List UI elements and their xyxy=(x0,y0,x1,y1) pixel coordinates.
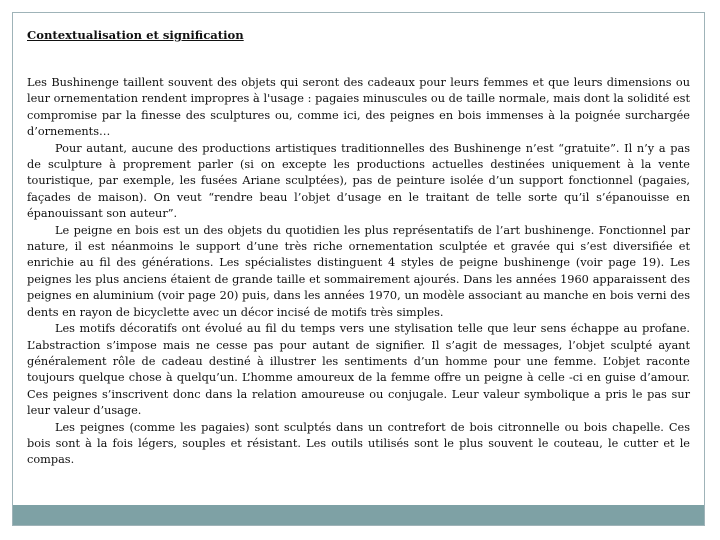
paragraph-intro: Les Bushinenge taillent souvent des objets qui seront des cadeaux pour leurs femmes et que leurs dimensions ou leur ornementation rendent impropres à l'usage : pagaies minuscules ou de taille normale, mais dont la solidité est compromise par la finesse des sculptures ou, comme ici, des peignes en bois immenses à la poignée surchargée d’ornements… xyxy=(27,76,690,139)
paragraph-gratuite: Pour autant, aucune des productions artistiques traditionnelles des Bushinenge n’est “gratuite”. Il n’y a pas de sculpture à proprement parler (si on excepte les productions actuelles destinées uniquement à la vente touristique, par exemple, les fusées Ariane sculptées), pas de peinture isolée d’un support fonctionnel (pagaies, façades de maison). On veut “rendre beau l’objet d’usage en le traitant de telle sorte qu’il s’épanouisse en épanouissant son auteur”. xyxy=(27,141,690,221)
paragraph-motifs: Les motifs décoratifs ont évolué au fil du temps vers une stylisation telle que leur sens échappe au profane. L’abstraction s’impose mais ne cesse pas pour autant de signifier. Il s’agit de messages, l’objet sculpté ayant généralement rôle de cadeau destiné à illustrer les sentiments d’un homme pour une femme. L’objet raconte toujours quelque chose à quelqu’un. L’homme amoureux de la femme offre un peigne à celle -ci en guise d’amour. Ces peignes s’inscrivent donc dans la relation amoureuse ou conjugale. Leur valeur symbolique a pris le pas sur leur valeur d’usage. xyxy=(27,322,690,418)
document-title: Contextualisation et signification xyxy=(27,28,244,42)
footer-bar xyxy=(13,505,704,525)
content-frame xyxy=(12,12,705,526)
paragraph-peigne: Le peigne en bois est un des objets du quotidien les plus représentatifs de l’art bushinenge. Fonctionnel par nature, il est néanmoins le support d’une très riche ornementation sculptée et gravée qui s’est diversifiée et enrichie au fil des générations. Les spécialistes distinguent 4 styles de peigne bushinenge (voir page 19). Les peignes les plus anciens étaient de grande taille et sommairement ajourés. Dans les années 1960 apparaissent des peignes en aluminium (voir page 20) puis, dans les années 1970, un modèle associant au manche en bois verni des dents en rayon de bicyclette avec un décor incisé de motifs très simples. xyxy=(27,223,690,319)
document-content xyxy=(27,27,690,469)
paragraph-materiaux: Les peignes (comme les pagaies) sont sculptés dans un contrefort de bois citronnelle ou bois chapelle. Ces bois sont à la fois légers, souples et résistant. Les outils utilisés sont le plus souvent le couteau, le cutter et le compas. xyxy=(27,420,690,467)
